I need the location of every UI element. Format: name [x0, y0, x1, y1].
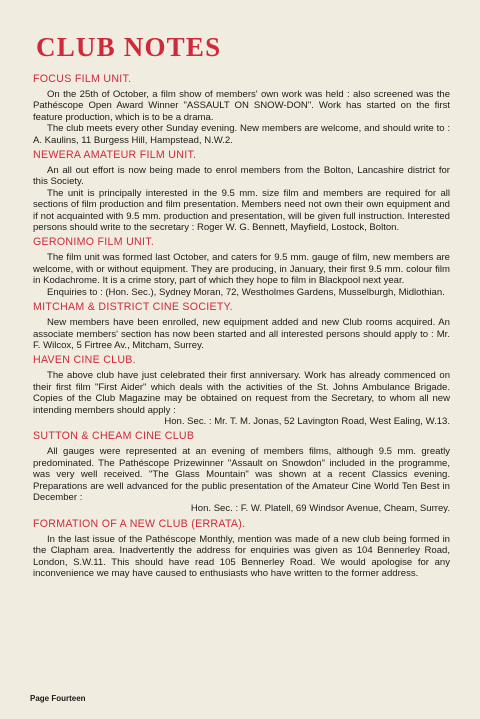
section-paragraph: Enquiries to : (Hon. Sec.), Sydney Moran, 72, Westholmes Gardens, Musselburgh, Midlothian.: [47, 286, 445, 298]
section-signature: Hon. Sec. : F. W. Platell, 69 Windsor Avenue, Cheam, Surrey.: [190, 503, 450, 515]
section-paragraph: New members have been enrolled, new equipment added and new Club rooms acquired. An associate members' section has now been started and all interested persons should apply to : Mr. F. Wilcox, 5 Firtree Av., Mitcham, Surrey.: [33, 317, 450, 351]
section-heading: HAVEN CINE CLUB.: [33, 354, 136, 367]
section-paragraph: All gauges were represented at an evening of members films, although 9.5 mm. greatly predominated. The Pathéscope Prizewinner "Assault on Snowdon" included in the programme, was very well received. "The Glass Mountain" was shown at a recent Classics evening. Preparations are well advanced for the public presentation of the Amateur Cine World Ten Best in December :: [33, 446, 450, 503]
section-mitcham-cine-society: [33, 301, 450, 351]
section-heading: FOCUS FILM UNIT.: [33, 73, 132, 85]
section-heading: MITCHAM & DISTRICT CINE SOCIETY.: [33, 301, 233, 314]
section-paragraph: In the last issue of the Pathéscope Monthly, mention was made of a new club being formed in the Clapham area. Inadvertently the address for enquiries was given as 104 Bennerley Road, London, S.W.11. This should have read 105 Bennerley Road. We would apologise for any inconvenience we may have caused to enthusiasts who have written to the former address.: [33, 533, 450, 579]
section-heading: NEWERA AMATEUR FILM UNIT.: [33, 149, 197, 162]
section-heading: SUTTON & CHEAM CINE CLUB: [33, 430, 195, 443]
section-paragraph: The above club have just celebrated their first anniversary. Work has already commenced on their first film "First Aider" which deals with the activities of the St. Johns Ambulance Brigade. Copies of the Club Magazine may be obtained on request from the Secretary, to whom all new intending members should apply :: [33, 370, 450, 416]
section-paragraph: The unit is principally interested in the 9.5 mm. size film and members are required for all sections of film production and film presentation. Members need not own their own equipment and if not acquainted with 9.5 mm. production and presentation, will be given full instruction. Interested persons should write to the secretary : Roger W. G. Bennett, Mayfield, Lostock, Bolton.: [33, 187, 450, 234]
section-signature: Hon. Sec. : Mr. T. M. Jonas, 52 Lavington Road, West Ealing, W.13.: [164, 415, 450, 427]
section-geronimo-film-unit: [33, 236, 450, 298]
section-focus-film-unit: [33, 73, 450, 146]
section-haven-cine-club: [33, 354, 450, 427]
page-title: CLUB NOTES: [36, 32, 222, 62]
section-heading: FORMATION OF A NEW CLUB (ERRATA).: [33, 517, 246, 530]
page-number: Page Fourteen: [30, 694, 86, 703]
section-newera-amateur-film-unit: [33, 149, 450, 233]
section-sutton-cheam-cine-club: [33, 430, 450, 514]
section-paragraph: The film unit was formed last October, and caters for 9.5 mm. gauge of film, new members are welcome, with or without equipment. They are producing, in January, their first 9.5 mm. colour film in Kodachrome. It is a crime story, part of which they hope to film in Blackpool next year.: [33, 252, 450, 287]
section-paragraph: On the 25th of October, a film show of members' own work was held : also screened was the Pathéscope Open Award Winner "ASSAULT ON SNOW-DON". Work has started on the first feature production, which is to be a drama.: [33, 89, 450, 123]
section-paragraph: An all out effort is now being made to enrol members from the Bolton, Lancashire district for this Society.: [33, 165, 450, 188]
section-paragraph: The club meets every other Sunday evening. New members are welcome, and should write to : A. Kaulins, 11 Burgess Hill, Hampstead, N.W.2.: [33, 123, 450, 146]
section-heading: GERONIMO FILM UNIT.: [33, 236, 155, 249]
section-new-club-errata: [33, 518, 450, 580]
